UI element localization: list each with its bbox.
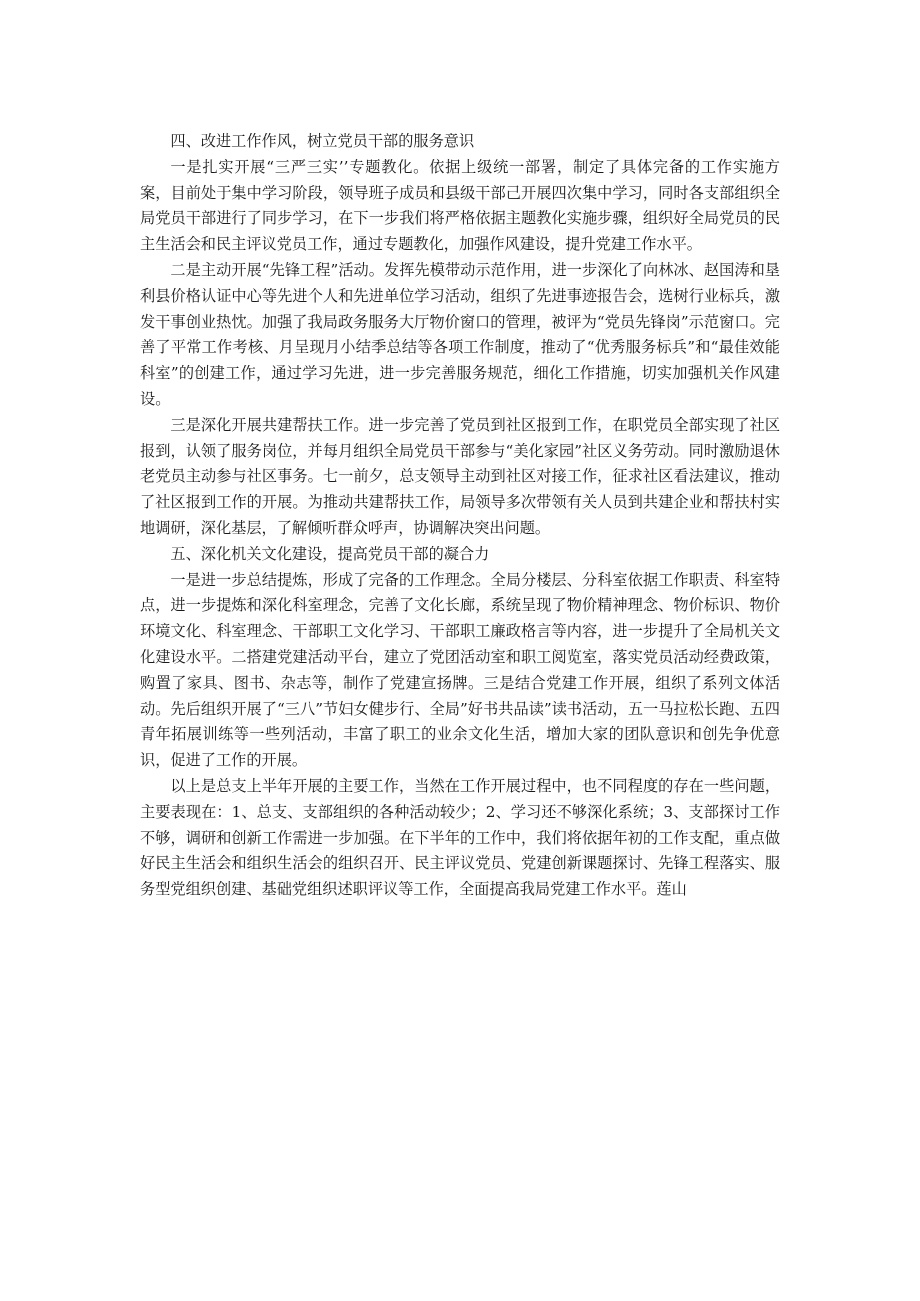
paragraph-pioneer-project: 二是主动开展“先锋工程”活动。发挥先模带动示范作用，进一步深化了向林冰、赵国涛和垦利县价格认证中心等先进个人和先进单位学习活动，组织了先进事迹报告会，选树行业标兵，激发干事创业热忱。加强了我局政务服务大厅物价窗口的管理，被评为“党员先锋岗”示范窗口。完善了平常工作考核、月呈现月小结季总结等各项工作制度，推动了“优秀服务标兵”和“最佳效能科室”的创建工作，通过学习先进，进一步完善服务规范，细化工作措施，切实加强机关作风建设。 — [140, 260, 780, 408]
paragraph-culture-building: 一是进一步总结提炼，形成了完备的工作理念。全局分楼层、分科室依据工作职责、科室特点，进一步提炼和深化科室理念，完善了文化长廊，系统呈现了物价精神理念、物价标识、物价环境文化、科室理念、干部职工文化学习、干部职工廉政格言等内容，进一步提升了全局机关文化建设水平。二搭建党建活动平台，建立了党团活动室和职工阅览室，落实党员活动经费政策，购置了家具、图书、杂志等，制作了党建宣扬牌。三是结合党建工作开展，组织了系列文体活动。先后组织开展了“三八”节妇女健步行、全局”好书共品读”读书活动，五一马拉松长跑、五四青年拓展训练等一些列活动，丰富了职工的业余文化生活，增加大家的团队意识和创先争优意识，促进了工作的开展。 — [140, 570, 780, 770]
paragraph-community-assistance: 三是深化开展共建帮扶工作。进一步完善了党员到社区报到工作，在职党员全部实现了社区报到，认领了服务岗位，并每月组织全局党员干部参与“美化家园”社区义务劳动。同时激励退休老党员主动参与社区事务。七一前夕，总支领导主动到社区对接工作，征求社区看法建议，推动了社区报到工作的开展。为推动共建帮扶工作，局领导多次带领有关人员到共建企业和帮扶村实地调研，深化基层，了解倾听群众呼声，协调解决突出问题。 — [140, 415, 780, 537]
paragraph-three-stricts: 一是扎实开展“三严三实’’专题教化。依据上级统一部署，制定了具体完备的工作实施方案，目前处于集中学习阶段，领导班子成员和县级干部己开展四次集中学习，同时各支部组织全局党员干部进行了同步学习，在下一步我们将严格依据主题教化实施步骤，组织好全局党员的民主生活会和民主评议党员工作，通过专题教化，加强作风建设，提升党建工作水平。 — [140, 157, 780, 254]
paragraph-summary: 以上是总支上半年开展的主要工作，当然在工作开展过程中，也不同程度的存在一些问题，主要表现在：1、总支、支部组织的各种活动较少；2、学习还不够深化系统；3、支部探讨工作不够，调研和创新工作需进一步加强。在下半年的工作中，我们将依据年初的工作支配，重点做好民主生活会和组织生活会的组织召开、民主评议党员、党建创新课题探讨、先锋工程落实、服务型党组织创建、基础党组织述职评议等工作，全面提高我局党建工作水平。莲山 — [140, 776, 780, 899]
document-body — [140, 129, 780, 903]
section-heading-five: 五、深化机关文化建设，提高党员干部的凝合力 — [170, 544, 490, 563]
section-heading-four: 四、改进工作作风，树立党员干部的服务意识 — [170, 132, 475, 150]
